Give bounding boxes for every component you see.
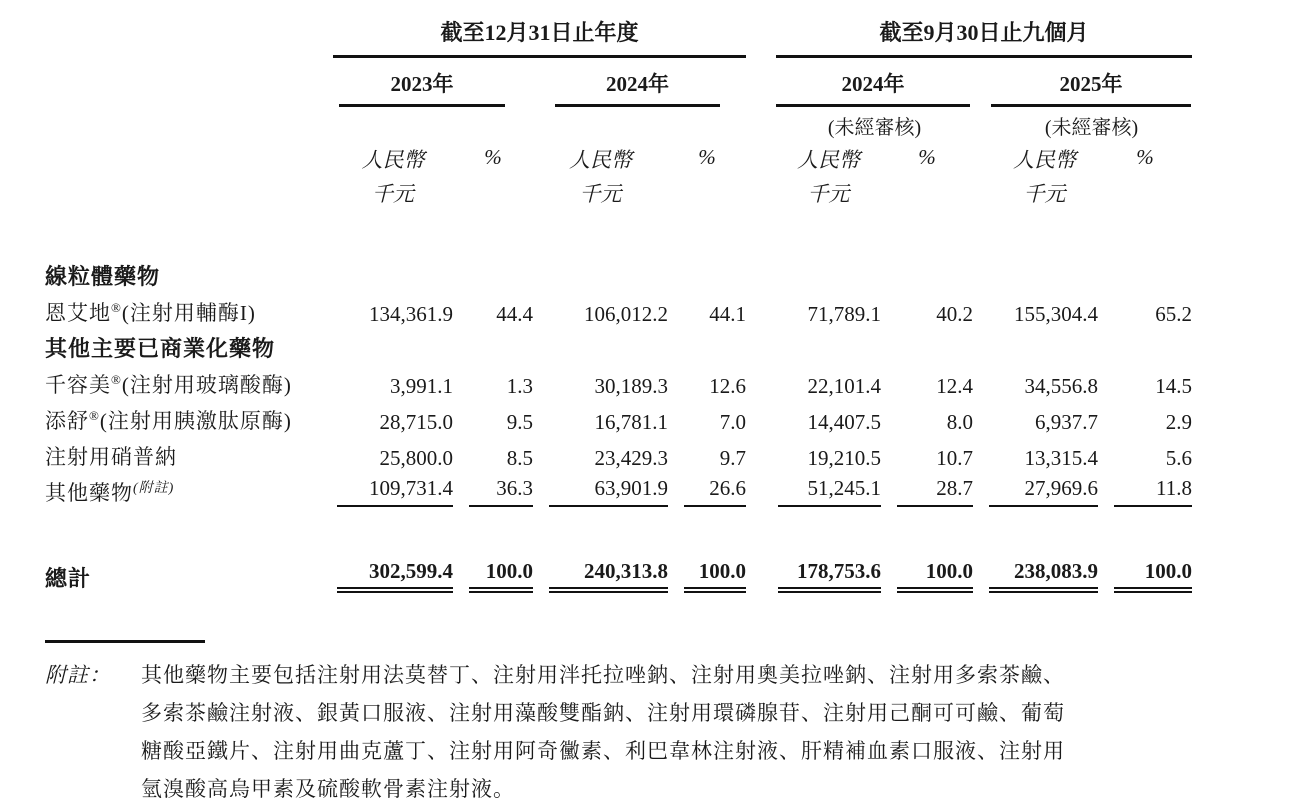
footnote-text-line: 糖酸亞鐵片、注射用曲克蘆丁、注射用阿奇黴素、利巴韋林注射液、肝精補血素口服液、注射用	[141, 739, 1065, 763]
total-value: 100.0	[1098, 549, 1192, 593]
cell-value: 40.2	[936, 302, 974, 326]
total-value: 238,083.9	[973, 549, 1098, 593]
column-group-nine-months-label: 截至9月30日止九個月	[776, 14, 1192, 58]
total-value: 100.0	[668, 549, 746, 593]
table-row	[45, 439, 1192, 475]
column-group-nine-months	[746, 14, 1192, 62]
column-group-annual	[333, 14, 746, 62]
table-row	[45, 475, 1192, 511]
cell-value: 10.7	[936, 446, 974, 470]
cell-value: 106,012.2	[584, 302, 668, 326]
cell-value: 134,361.9	[369, 302, 453, 326]
year-header-2025: 2025年	[973, 62, 1192, 107]
table-row	[45, 403, 1192, 439]
cell-value: 71,789.1	[807, 302, 882, 326]
footnote	[45, 640, 1192, 808]
footnote-label: 附註：	[45, 663, 111, 687]
table-row-category	[45, 259, 1192, 295]
total-value: 100.0	[453, 549, 533, 593]
cell-value: 6,937.7	[1035, 410, 1099, 434]
row-label: 添舒®(注射用胰激肽原酶)	[45, 408, 292, 433]
column-group-annual-label: 截至12月31日止年度	[333, 14, 746, 58]
table-row	[45, 295, 1192, 331]
cell-value: 5.6	[1165, 446, 1193, 470]
cell-value: 44.1	[709, 302, 747, 326]
table-row	[45, 367, 1192, 403]
total-row	[45, 549, 1192, 593]
cell-value: 8.5	[506, 446, 533, 470]
cell-value: 25,800.0	[379, 446, 453, 470]
cell-value: 1.3	[506, 374, 533, 398]
footnote-text-line: 氫溴酸高烏甲素及硫酸軟骨素注射液。	[141, 777, 515, 801]
total-value: 240,313.8	[533, 549, 668, 593]
total-value: 100.0	[881, 549, 973, 593]
cell-value: 44.4	[496, 302, 533, 326]
unaudited-note-2024: (未經審核)	[827, 116, 922, 139]
cell-value: 109,731.4	[333, 475, 453, 511]
table-row-category	[45, 331, 1192, 367]
percent-header: %	[698, 145, 716, 169]
cell-value: 23,429.3	[594, 446, 668, 470]
row-category-label: 其他主要已商業化藥物	[45, 336, 276, 361]
cell-value: 9.5	[506, 410, 533, 434]
cell-value: 9.7	[719, 446, 747, 470]
registered-mark: ®	[111, 372, 122, 387]
cell-value: 34,556.8	[1024, 374, 1099, 398]
footnote-ref: (附註)	[133, 481, 175, 496]
cell-value: 26.6	[668, 475, 746, 511]
cell-value: 14,407.5	[807, 410, 882, 434]
cell-value: 28,715.0	[379, 410, 453, 434]
cell-value: 155,304.4	[1014, 302, 1099, 326]
cell-value: 63,901.9	[533, 475, 668, 511]
footnote-text-line: 多索茶鹼注射液、銀黃口服液、注射用藻酸雙酯鈉、注射用環磷腺苷、注射用己酮可可鹼、葡萄	[141, 701, 1065, 725]
percent-header: %	[918, 145, 936, 169]
row-label: 恩艾地®(注射用輔酶I)	[45, 300, 256, 325]
year-header-2023: 2023年	[333, 62, 533, 107]
cell-value: 7.0	[719, 410, 747, 434]
cell-value: 16,781.1	[594, 410, 668, 434]
cell-value: 11.8	[1098, 475, 1192, 511]
cell-value: 13,315.4	[1024, 446, 1099, 470]
cell-value: 36.3	[453, 475, 533, 511]
cell-value: 14.5	[1155, 374, 1193, 398]
cell-value: 51,245.1	[746, 475, 881, 511]
cell-value: 12.4	[936, 374, 974, 398]
cell-value: 3,991.1	[390, 374, 453, 398]
corner-cell	[45, 14, 333, 62]
footnote-text	[141, 656, 1192, 808]
currency-header: 人民幣 千元	[569, 148, 632, 206]
footnote-text-line: 其他藥物主要包括注射用法莫替丁、注射用泮托拉唑鈉、注射用奧美拉唑鈉、注射用多索茶鹼、	[141, 663, 1065, 687]
row-label: 其他藥物$^{(附註)}$	[45, 481, 175, 505]
total-value: 178,753.6	[746, 549, 881, 593]
cell-value: 28.7	[881, 475, 973, 511]
total-value: 302,599.4	[333, 549, 453, 593]
cell-value: 65.2	[1155, 302, 1193, 326]
currency-header: 人民幣 千元	[797, 148, 861, 206]
cell-value: 30,189.3	[594, 374, 668, 398]
currency-header: 人民幣 千元	[1013, 148, 1077, 206]
footnote-divider	[45, 640, 205, 643]
percent-header: %	[1136, 145, 1154, 169]
total-label: 總計	[45, 566, 92, 591]
cell-value: 2.9	[1165, 410, 1193, 434]
cell-value: 8.0	[946, 410, 974, 434]
cell-value: 27,969.6	[973, 475, 1098, 511]
row-label: 注射用硝普納	[45, 445, 177, 469]
percent-header: %	[484, 145, 502, 169]
revenue-breakdown-table	[45, 14, 1192, 593]
row-label: 千容美®(注射用玻璃酸酶)	[45, 372, 292, 397]
row-category-label: 線粒體藥物	[45, 264, 161, 289]
unaudited-note-2025: (未經審核)	[1044, 116, 1139, 139]
cell-value: 12.6	[709, 374, 747, 398]
registered-mark: ®	[89, 408, 100, 423]
year-header-2024: 2024年	[533, 62, 746, 107]
year-header-2024-9m: 2024年	[746, 62, 973, 107]
currency-header: 人民幣 千元	[361, 148, 425, 206]
registered-mark: ®	[111, 300, 122, 315]
cell-value: 22,101.4	[807, 374, 882, 398]
cell-value: 19,210.5	[807, 446, 882, 470]
